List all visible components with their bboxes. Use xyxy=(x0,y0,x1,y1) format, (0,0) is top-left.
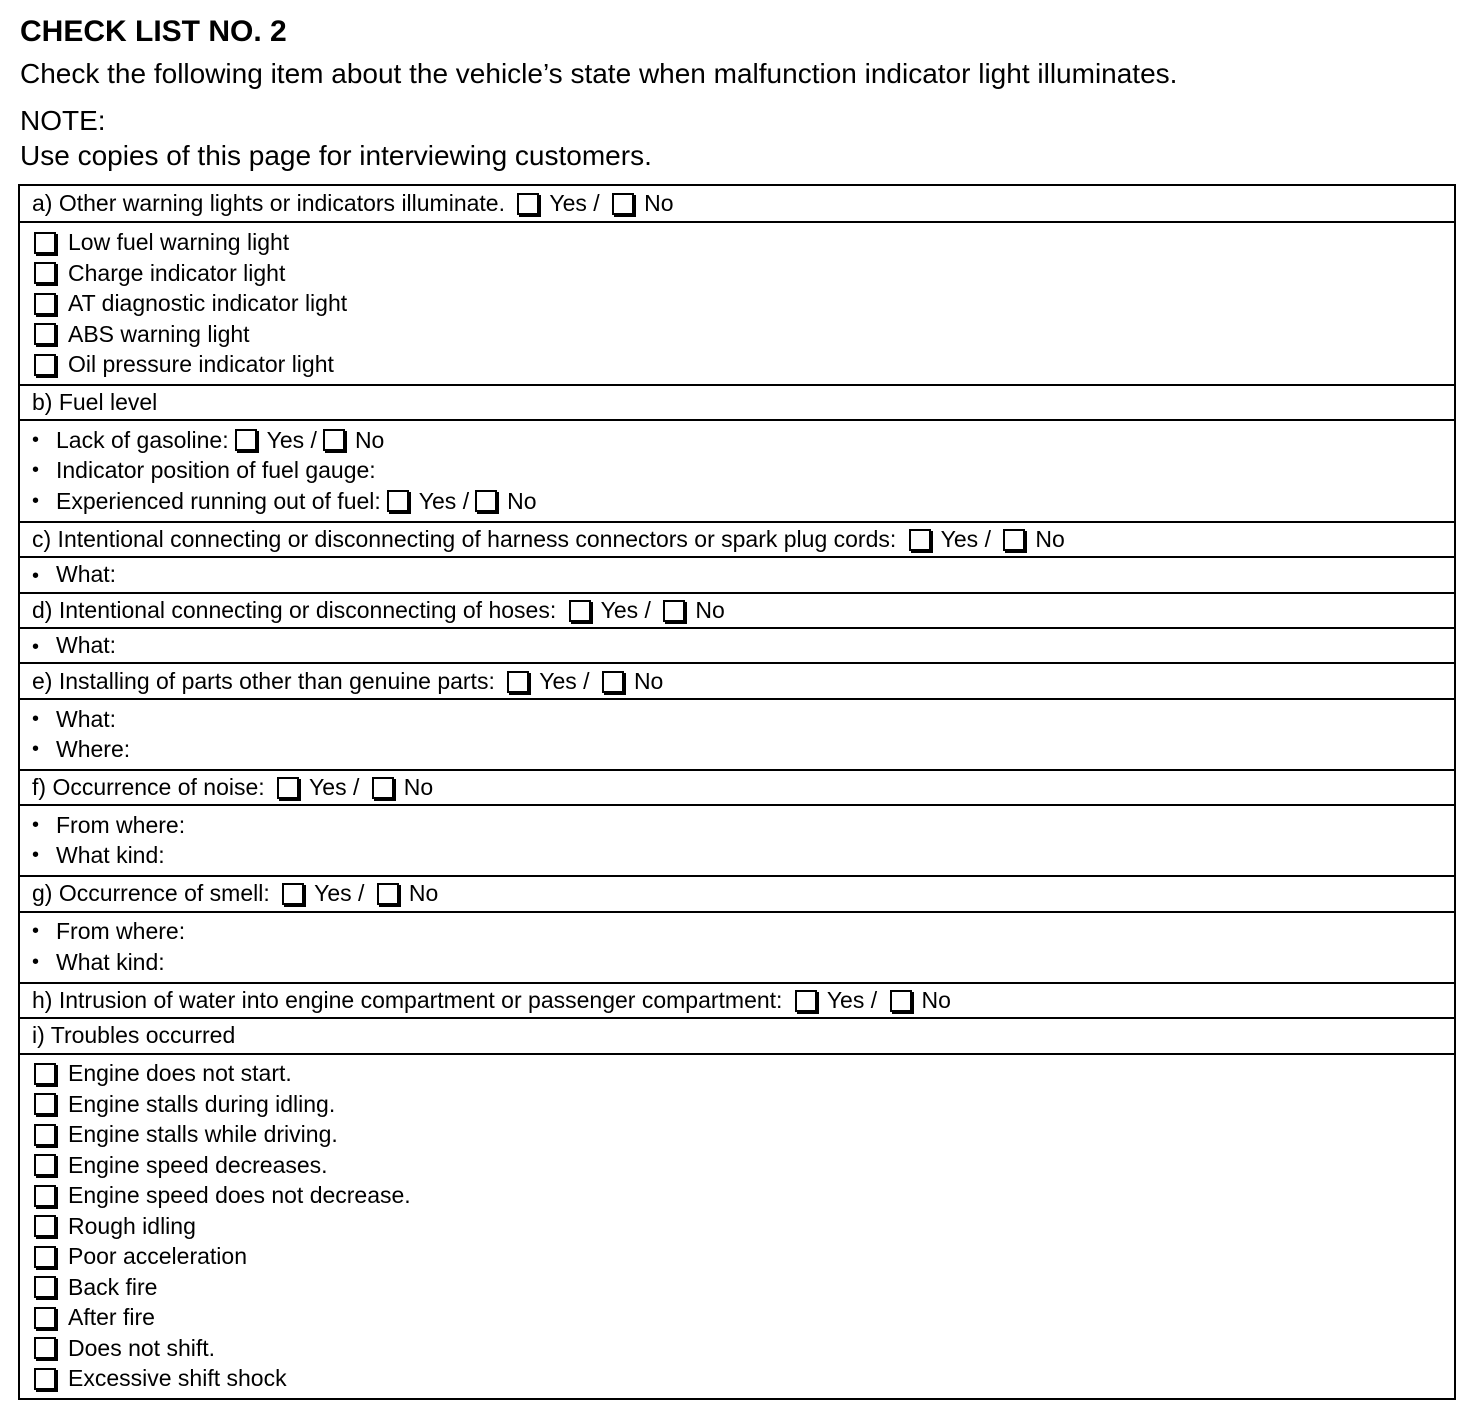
no-label: No xyxy=(633,667,664,694)
list-item xyxy=(32,1059,1442,1090)
section-h-header xyxy=(20,982,1454,1017)
no-label: No xyxy=(507,487,537,514)
yes-label: Yes / xyxy=(549,190,600,217)
ran-out-label: Experienced running out of fuel: xyxy=(56,487,381,514)
list-item xyxy=(32,258,1442,289)
item-label: Engine speed does not decrease. xyxy=(68,1182,411,1209)
section-g-yes-checkbox[interactable] xyxy=(282,883,304,905)
section-h-no-checkbox[interactable] xyxy=(890,990,912,1012)
yes-label: Yes / xyxy=(539,667,590,694)
note-label: NOTE: xyxy=(20,105,106,136)
checkbox[interactable] xyxy=(34,1368,56,1390)
list-item xyxy=(32,1120,1442,1151)
note-text: Use copies of this page for interviewing customers. xyxy=(20,140,652,171)
list-item xyxy=(32,841,1442,872)
lack-gasoline-label: Lack of gasoline: xyxy=(56,426,229,453)
item-label: AT diagnostic indicator light xyxy=(68,290,348,317)
checkbox[interactable] xyxy=(34,232,56,254)
list-item xyxy=(32,1364,1442,1395)
section-g-question: g) Occurrence of smell: xyxy=(32,880,270,907)
section-f-header xyxy=(20,769,1454,804)
section-e-body xyxy=(20,698,1454,769)
item-label: ABS warning light xyxy=(68,320,250,347)
section-c-no-checkbox[interactable] xyxy=(1003,529,1025,551)
bullet-icon: • xyxy=(32,636,40,659)
item-label: Low fuel warning light xyxy=(68,229,290,256)
checkbox[interactable] xyxy=(34,1154,56,1176)
section-e-question: e) Installing of parts other than genuine parts: xyxy=(32,667,495,694)
list-item xyxy=(32,1242,1442,1273)
checkbox[interactable] xyxy=(34,1246,56,1268)
list-item xyxy=(32,734,1442,765)
item-label: Rough idling xyxy=(68,1212,196,1239)
yes-label: Yes / xyxy=(826,986,878,1013)
list-item xyxy=(32,947,1442,978)
section-c-yes-checkbox[interactable] xyxy=(909,529,931,551)
yes-label: Yes / xyxy=(418,487,470,514)
no-label: No xyxy=(354,426,385,453)
intro-text: Check the following item about the vehicle’s state when malfunction indicator light illuminates. xyxy=(20,58,1178,89)
section-i-question: i) Troubles occurred xyxy=(32,1022,236,1049)
item-label: Poor acceleration xyxy=(68,1243,247,1270)
bullet-icon: • xyxy=(32,428,40,451)
item-label: Engine does not start. xyxy=(68,1060,292,1087)
list-item xyxy=(32,349,1442,380)
list-item xyxy=(32,227,1442,258)
what-label: What: xyxy=(56,561,117,588)
yes-label: Yes / xyxy=(314,880,365,907)
section-a-question: a) Other warning lights or indicators illuminate. xyxy=(32,190,505,217)
bullet-icon: • xyxy=(32,813,40,836)
checkbox[interactable] xyxy=(34,1124,56,1146)
no-label: No xyxy=(403,774,434,801)
section-a-body xyxy=(20,221,1454,384)
list-item xyxy=(32,1272,1442,1303)
bullet-icon: • xyxy=(32,707,40,730)
no-label: No xyxy=(921,986,951,1013)
section-f-body xyxy=(20,804,1454,875)
item-label: Engine stalls during idling. xyxy=(68,1090,336,1117)
where-label: Where: xyxy=(56,736,131,763)
checkbox[interactable] xyxy=(34,1307,56,1329)
yes-label: Yes / xyxy=(940,525,991,552)
list-item xyxy=(32,917,1442,948)
section-e-no-checkbox[interactable] xyxy=(602,671,624,693)
section-f-no-checkbox[interactable] xyxy=(372,777,394,799)
bullet-icon: • xyxy=(32,565,40,588)
bullet-icon: • xyxy=(32,738,40,761)
no-label: No xyxy=(695,596,725,623)
section-g-body xyxy=(20,911,1454,982)
yes-label: Yes / xyxy=(266,426,317,453)
what-kind-label: What kind: xyxy=(56,842,165,869)
bullet-icon: • xyxy=(32,950,40,973)
checkbox[interactable] xyxy=(34,323,56,345)
list-item xyxy=(32,319,1442,350)
section-c-body xyxy=(20,556,1454,591)
bullet-icon: • xyxy=(32,920,40,943)
section-e-header xyxy=(20,662,1454,697)
checkbox[interactable] xyxy=(34,1185,56,1207)
bullet-icon: • xyxy=(32,459,40,482)
ran-out-yes-checkbox[interactable] xyxy=(387,490,409,512)
list-item xyxy=(32,810,1442,841)
fuel-gauge-position-label: Indicator position of fuel gauge: xyxy=(56,457,376,484)
checkbox[interactable] xyxy=(34,1215,56,1237)
bullet-icon: • xyxy=(32,489,40,512)
section-d-question: d) Intentional connecting or disconnecting of hoses: xyxy=(32,596,557,623)
item-label: Engine stalls while driving. xyxy=(68,1121,338,1148)
yes-label: Yes / xyxy=(600,596,651,623)
section-a-header xyxy=(20,186,1454,221)
item-label: After fire xyxy=(68,1304,155,1331)
section-g-header xyxy=(20,875,1454,910)
list-item xyxy=(32,1089,1442,1120)
bullet-icon: • xyxy=(32,844,40,867)
checkbox[interactable] xyxy=(34,262,56,284)
item-label: Excessive shift shock xyxy=(68,1365,287,1392)
section-d-body xyxy=(20,627,1454,662)
list-item xyxy=(32,1150,1442,1181)
section-a-yes-checkbox[interactable] xyxy=(517,193,539,215)
checkbox[interactable] xyxy=(34,1276,56,1298)
lack-gasoline-no-checkbox[interactable] xyxy=(323,429,345,451)
no-label: No xyxy=(408,880,439,907)
list-item xyxy=(32,1333,1442,1364)
item-label: Oil pressure indicator light xyxy=(68,351,334,378)
list-item xyxy=(32,288,1442,319)
item-label: Engine speed decreases. xyxy=(68,1151,328,1178)
checkbox[interactable] xyxy=(34,1093,56,1115)
lack-gasoline-yes-checkbox[interactable] xyxy=(235,429,257,451)
what-label: What: xyxy=(56,632,117,659)
what-label: What: xyxy=(56,705,117,732)
section-d-yes-checkbox[interactable] xyxy=(569,600,591,622)
section-c-header xyxy=(20,521,1454,556)
section-i-header xyxy=(20,1017,1454,1052)
checkbox[interactable] xyxy=(34,293,56,315)
list-item xyxy=(32,425,1442,456)
checkbox[interactable] xyxy=(34,354,56,376)
section-h-question: h) Intrusion of water into engine compartment or passenger compartment: xyxy=(32,986,783,1013)
section-f-question: f) Occurrence of noise: xyxy=(32,774,265,801)
checkbox[interactable] xyxy=(34,1063,56,1085)
item-label: Charge indicator light xyxy=(68,259,286,286)
section-b-question: b) Fuel level xyxy=(32,388,158,415)
ran-out-no-checkbox[interactable] xyxy=(475,490,497,512)
section-e-yes-checkbox[interactable] xyxy=(507,671,529,693)
list-item xyxy=(32,486,1442,517)
checkbox[interactable] xyxy=(34,1337,56,1359)
item-label: Does not shift. xyxy=(68,1334,216,1361)
section-g-no-checkbox[interactable] xyxy=(377,883,399,905)
no-label: No xyxy=(1035,525,1065,552)
from-where-label: From where: xyxy=(56,918,186,945)
section-d-header xyxy=(20,592,1454,627)
section-d-no-checkbox[interactable] xyxy=(663,600,685,622)
list-item xyxy=(32,1181,1442,1212)
what-kind-label: What kind: xyxy=(56,948,165,975)
section-i-body xyxy=(20,1053,1454,1399)
list-item xyxy=(32,456,1442,487)
checklist-title: CHECK LIST NO. 2 xyxy=(20,15,287,48)
item-label: Back fire xyxy=(68,1273,158,1300)
section-c-question: c) Intentional connecting or disconnecting of harness connectors or spark plug cords: xyxy=(32,525,897,552)
list-item xyxy=(32,704,1442,735)
section-b-header xyxy=(20,384,1454,419)
section-f-yes-checkbox[interactable] xyxy=(277,777,299,799)
from-where-label: From where: xyxy=(56,811,186,838)
list-item xyxy=(32,1303,1442,1334)
section-h-yes-checkbox[interactable] xyxy=(795,990,817,1012)
section-a-no-checkbox[interactable] xyxy=(612,193,634,215)
checklist-table xyxy=(18,184,1456,1400)
no-label: No xyxy=(644,190,674,217)
section-b-body xyxy=(20,419,1454,521)
yes-label: Yes / xyxy=(309,774,360,801)
list-item xyxy=(32,1211,1442,1242)
